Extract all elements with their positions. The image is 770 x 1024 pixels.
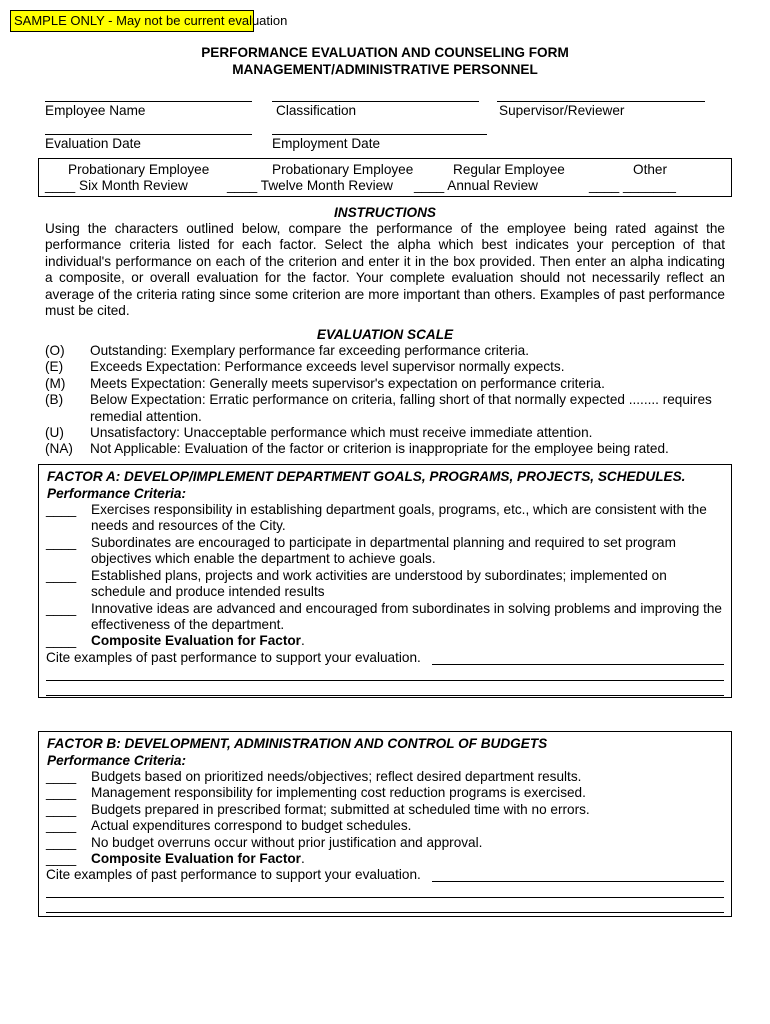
factor-b-criteria-label: Performance Criteria:	[47, 752, 187, 768]
instructions-text: Using the characters outlined below, compare the performance of the employee being rated against the performance criteria listed for each factor. Select the alpha which best indicates your perception of that individual's performance on each of the criterion and enter it in the box provided. Then enter an alpha indicating a composite, or overall evaluation for the factor. Your complete evaluation should not necessarily reflect an average of the criteria rating since some criterion are more important than others. Examples of past performance must be cited.	[45, 221, 725, 319]
factor-a-rating-blank-1[interactable]: ____	[46, 502, 77, 517]
employment-date-label: Employment Date	[272, 136, 381, 151]
supervisor-line[interactable]	[497, 101, 705, 102]
other-label: Other	[633, 162, 667, 177]
factor-b-criterion-1: Budgets based on prioritized needs/objectives; reflect desired department results.	[91, 769, 582, 784]
factor-b-rating-blank-5[interactable]: ____	[46, 834, 77, 850]
scale-desc: Not Applicable: Evaluation of the factor or criterion is inappropriate for the employee being rated.	[90, 441, 669, 457]
factor-b-composite-label: Composite Evaluation for Factor	[91, 851, 301, 866]
scale-code: (B)	[45, 392, 64, 408]
employee-name-label: Employee Name	[45, 103, 146, 118]
scale-desc: Below Expectation: Erratic performance on criteria, falling short of that normally expected ........ requires	[90, 392, 712, 408]
factor-a-cite-line-1[interactable]	[432, 664, 724, 665]
scale-code: (U)	[45, 425, 64, 440]
factor-b-composite	[91, 851, 305, 866]
employment-date-line[interactable]	[272, 134, 487, 135]
scale-desc: Exceeds Expectation: Performance exceeds level supervisor normally expects.	[90, 359, 565, 375]
probationary-twelve-label: Probationary Employee	[272, 162, 414, 177]
evaluation-date-line[interactable]	[45, 134, 252, 135]
factor-b-criterion-2: Management responsibility for implementing cost reduction programs is exercised.	[91, 785, 586, 801]
factor-b-title: FACTOR B: DEVELOPMENT, ADMINISTRATION AND CONTROL OF BUDGETS	[47, 736, 548, 751]
factor-a-cite-line-2[interactable]	[46, 680, 724, 681]
factor-b-cite-line-2[interactable]	[46, 897, 724, 898]
instructions-heading: INSTRUCTIONS	[334, 205, 436, 220]
factor-b-cite-line-3[interactable]	[46, 912, 724, 913]
regular-employee-label: Regular Employee	[453, 162, 565, 177]
employee-name-line[interactable]	[45, 101, 252, 102]
factor-a-composite-label: Composite Evaluation for Factor	[91, 633, 301, 648]
factor-b-box	[38, 731, 732, 917]
evaluation-scale-heading: EVALUATION SCALE	[316, 327, 454, 342]
factor-a-criterion-3: Established plans, projects and work activities are understood by subordinates; implemented on schedule and produce intended results	[91, 567, 667, 599]
probationary-six-label: Probationary Employee	[68, 162, 210, 177]
factor-a-cite-line-3[interactable]	[46, 695, 724, 696]
sample-banner: SAMPLE ONLY - May not be current evaluation	[10, 10, 254, 32]
factor-b-rating-blank-3[interactable]: ____	[46, 801, 77, 817]
six-month-review-option[interactable]: ____ Six Month Review	[45, 178, 188, 193]
scale-desc: Outstanding: Exemplary performance far exceeding performance criteria.	[90, 343, 529, 358]
form-subtitle: MANAGEMENT/ADMINISTRATIVE PERSONNEL	[232, 62, 538, 77]
factor-a-criterion-4: Innovative ideas are advanced and encouraged from subordinates in solving problems and improving the effectiveness of the department.	[91, 600, 722, 632]
factor-b-criterion-3: Budgets prepared in prescribed format; submitted at scheduled time with no errors.	[91, 801, 590, 817]
factor-a-cite-label: Cite examples of past performance to support your evaluation.	[46, 649, 421, 665]
twelve-month-review-option[interactable]: ____ Twelve Month Review	[227, 178, 393, 193]
factor-a-title: FACTOR A: DEVELOP/IMPLEMENT DEPARTMENT GOALS, PROGRAMS, PROJECTS, SCHEDULES.	[47, 469, 686, 484]
factor-b-criterion-4: Actual expenditures correspond to budget schedules.	[91, 818, 412, 834]
factor-a-box	[38, 464, 732, 698]
factor-a-composite-blank[interactable]: ____	[46, 633, 77, 648]
scale-desc: Unsatisfactory: Unacceptable performance which must receive immediate attention.	[90, 425, 593, 440]
factor-a-rating-blank-4[interactable]: ____	[46, 600, 77, 616]
scale-code: (M)	[45, 375, 66, 391]
scale-code: (NA)	[45, 441, 73, 457]
other-option[interactable]: ____ _______	[589, 178, 676, 193]
scale-desc: Meets Expectation: Generally meets supervisor's expectation on performance criteria.	[90, 375, 605, 391]
evaluation-scale-list	[0, 343, 770, 463]
factor-b-composite-period: .	[300, 851, 305, 866]
annual-review-option[interactable]: ____ Annual Review	[414, 178, 538, 193]
factor-b-cite-line-1[interactable]	[432, 881, 724, 882]
factor-a-composite-period: .	[300, 633, 305, 648]
form-title: PERFORMANCE EVALUATION AND COUNSELING FORM	[201, 45, 569, 60]
factor-a-criterion-2: Subordinates are encouraged to participate in departmental planning and required to set program objectives which enable the department to achieve goals.	[91, 535, 676, 567]
scale-desc-continued: remedial attention.	[90, 408, 202, 424]
scale-code: (O)	[45, 343, 65, 358]
factor-b-cite-label: Cite examples of past performance to support your evaluation.	[46, 867, 421, 883]
factor-a-composite	[91, 633, 305, 648]
classification-label: Classification	[276, 103, 357, 118]
factor-a-criteria-label: Performance Criteria:	[47, 485, 187, 501]
factor-b-composite-blank[interactable]: ____	[46, 851, 77, 866]
factor-b-rating-blank-2[interactable]: ____	[46, 785, 77, 801]
supervisor-label: Supervisor/Reviewer	[499, 103, 625, 118]
factor-a-rating-blank-2[interactable]: ____	[46, 535, 77, 550]
factor-a-rating-blank-3[interactable]: ____	[46, 567, 77, 583]
factor-a-criterion-1: Exercises responsibility in establishing department goals, programs, etc., which are consistent with the needs and resources of the City.	[91, 502, 707, 534]
classification-line[interactable]	[272, 101, 479, 102]
factor-b-rating-blank-4[interactable]: ____	[46, 818, 77, 834]
evaluation-date-label: Evaluation Date	[45, 136, 141, 151]
factor-b-criterion-5: No budget overruns occur without prior justification and approval.	[91, 834, 483, 850]
scale-code: (E)	[45, 359, 64, 375]
factor-b-rating-blank-1[interactable]: ____	[46, 769, 77, 784]
